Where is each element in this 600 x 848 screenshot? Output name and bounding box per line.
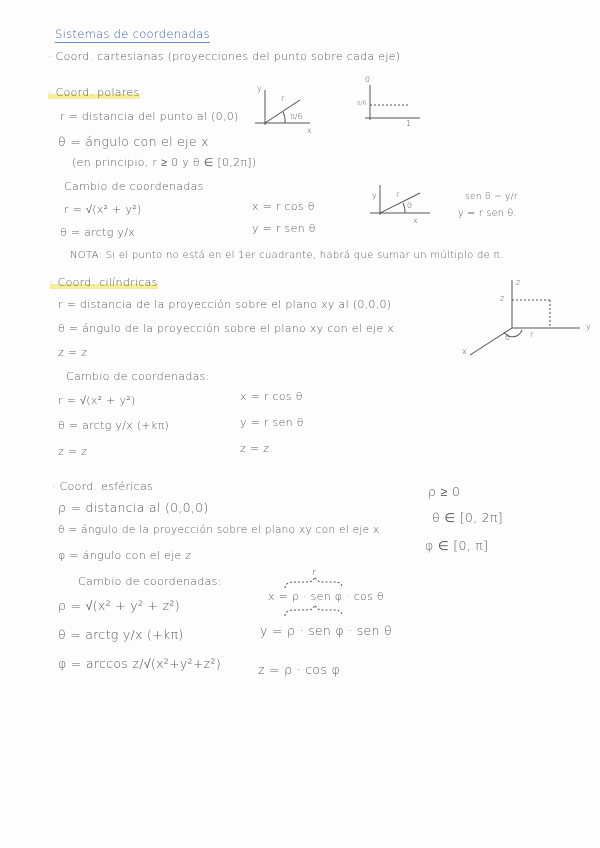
- polar-theta-def: θ = ángulo con el eje x: [58, 134, 209, 149]
- cartesian-line: · Coord. cartesianas (proyecciones del punto sobre cada eje): [48, 50, 401, 63]
- cylindrical-diagram-z-axis-label: z: [516, 278, 521, 287]
- polar-diagram-3-r-label: r: [396, 190, 400, 199]
- polar-diagram-1-r-label: r: [281, 94, 285, 103]
- cylindrical-y-eq: y = r sen θ: [240, 416, 304, 429]
- spherical-phi-range: φ ∈ [0, π]: [425, 538, 489, 553]
- spherical-theta-def: θ = ángulo de la proyección sobre el plano xy con el eje x: [58, 524, 380, 536]
- cylindrical-r-eq: r = √(x² + y²): [58, 394, 136, 407]
- polar-heading: · Coord. polares: [48, 86, 140, 99]
- cylindrical-diagram-r-label: r: [530, 330, 534, 339]
- cylindrical-theta-def: θ = ángulo de la proyección sobre el plano xy con el eje x: [58, 322, 395, 335]
- spherical-rho-eq: ρ = √(x² + y² + z²): [58, 598, 180, 613]
- polar-diagram-2-theta-label: θ: [365, 75, 370, 84]
- spherical-theta-range: θ ∈ [0, 2π]: [432, 510, 503, 525]
- polar-diagram-2-one-label: 1: [406, 119, 412, 128]
- cylindrical-diagram-theta-label: θ: [505, 333, 510, 342]
- polar-diagram-1-y-label: y: [257, 84, 262, 93]
- polar-diagram-2: [360, 85, 430, 135]
- cylindrical-diagram-z-label: z: [500, 294, 505, 303]
- spherical-rho-range: ρ ≥ 0: [428, 484, 461, 499]
- polar-note: NOTA: Si el punto no está en el 1er cuadrante, habrá que sumar un múltiplo de π.: [70, 250, 504, 261]
- polar-diagram-2-angle-label: π/6: [357, 100, 367, 107]
- polar-range: (en principio, r ≥ 0 y θ ∈ [0,2π]): [72, 156, 257, 169]
- polar-x-eq: x = r cos θ: [252, 200, 315, 213]
- polar-diagram-1-angle-label: π/6: [290, 112, 303, 121]
- cylindrical-heading: · Coord. cilíndricas: [50, 276, 158, 289]
- polar-diagram-3-y-label: y: [372, 191, 377, 200]
- spherical-phi-eq: φ = arccos z/√(x²+y²+z²): [58, 656, 221, 671]
- spherical-z-eq: z = ρ · cos φ: [258, 662, 340, 677]
- polar-y-eq2: y = r sen θ.: [458, 208, 517, 219]
- page-title: Sistemas de coordenadas: [55, 27, 210, 41]
- cylindrical-diagram-y-label: y: [586, 322, 591, 331]
- cylindrical-cambio: Cambio de coordenadas:: [66, 370, 210, 383]
- cylindrical-diagram-x-label: x: [462, 347, 467, 356]
- spherical-x-eq: x = ρ · sen φ · cos θ: [268, 590, 384, 603]
- brace-marks: [280, 580, 360, 620]
- polar-diagram-3-theta-label: θ: [407, 201, 412, 210]
- cylindrical-z-def: z = z: [58, 346, 88, 359]
- polar-diagram-3: [370, 185, 435, 225]
- polar-r-def: r = distancia del punto al (0,0): [60, 110, 239, 123]
- cylindrical-r-def: r = distancia de la proyección sobre el plano xy al (0,0,0): [58, 298, 392, 311]
- polar-y-eq: y = r sen θ: [252, 222, 316, 235]
- spherical-cambio: Cambio de coordenadas:: [78, 575, 222, 588]
- polar-diagram-1-x-label: x: [307, 126, 312, 135]
- polar-theta-eq: θ = arctg y/x: [60, 226, 136, 239]
- polar-sen-eq: sen θ = y/r: [465, 192, 518, 202]
- spherical-heading: · Coord. esféricas: [52, 480, 154, 493]
- cylindrical-diagram: [460, 280, 590, 360]
- brace-label: r: [312, 568, 317, 578]
- cylindrical-theta-eq: θ = arctg y/x (+kπ): [58, 419, 170, 432]
- cylindrical-z-eq: z = z: [58, 445, 88, 458]
- spherical-theta-eq: θ = arctg y/x (+kπ): [58, 627, 184, 642]
- spherical-y-eq: y = ρ · sen φ · sen θ: [260, 623, 392, 638]
- polar-r-eq: r = √(x² + y²): [64, 203, 142, 216]
- polar-diagram-3-x-label: x: [413, 216, 418, 225]
- cylindrical-z-eq2: z = z.: [240, 442, 274, 455]
- polar-cambio: Cambio de coordenadas: [64, 180, 204, 193]
- cylindrical-x-eq: x = r cos θ: [240, 390, 303, 403]
- spherical-phi-def: φ = ángulo con el eje z: [58, 549, 192, 562]
- spherical-rho-def: ρ = distancia al (0,0,0): [58, 500, 209, 515]
